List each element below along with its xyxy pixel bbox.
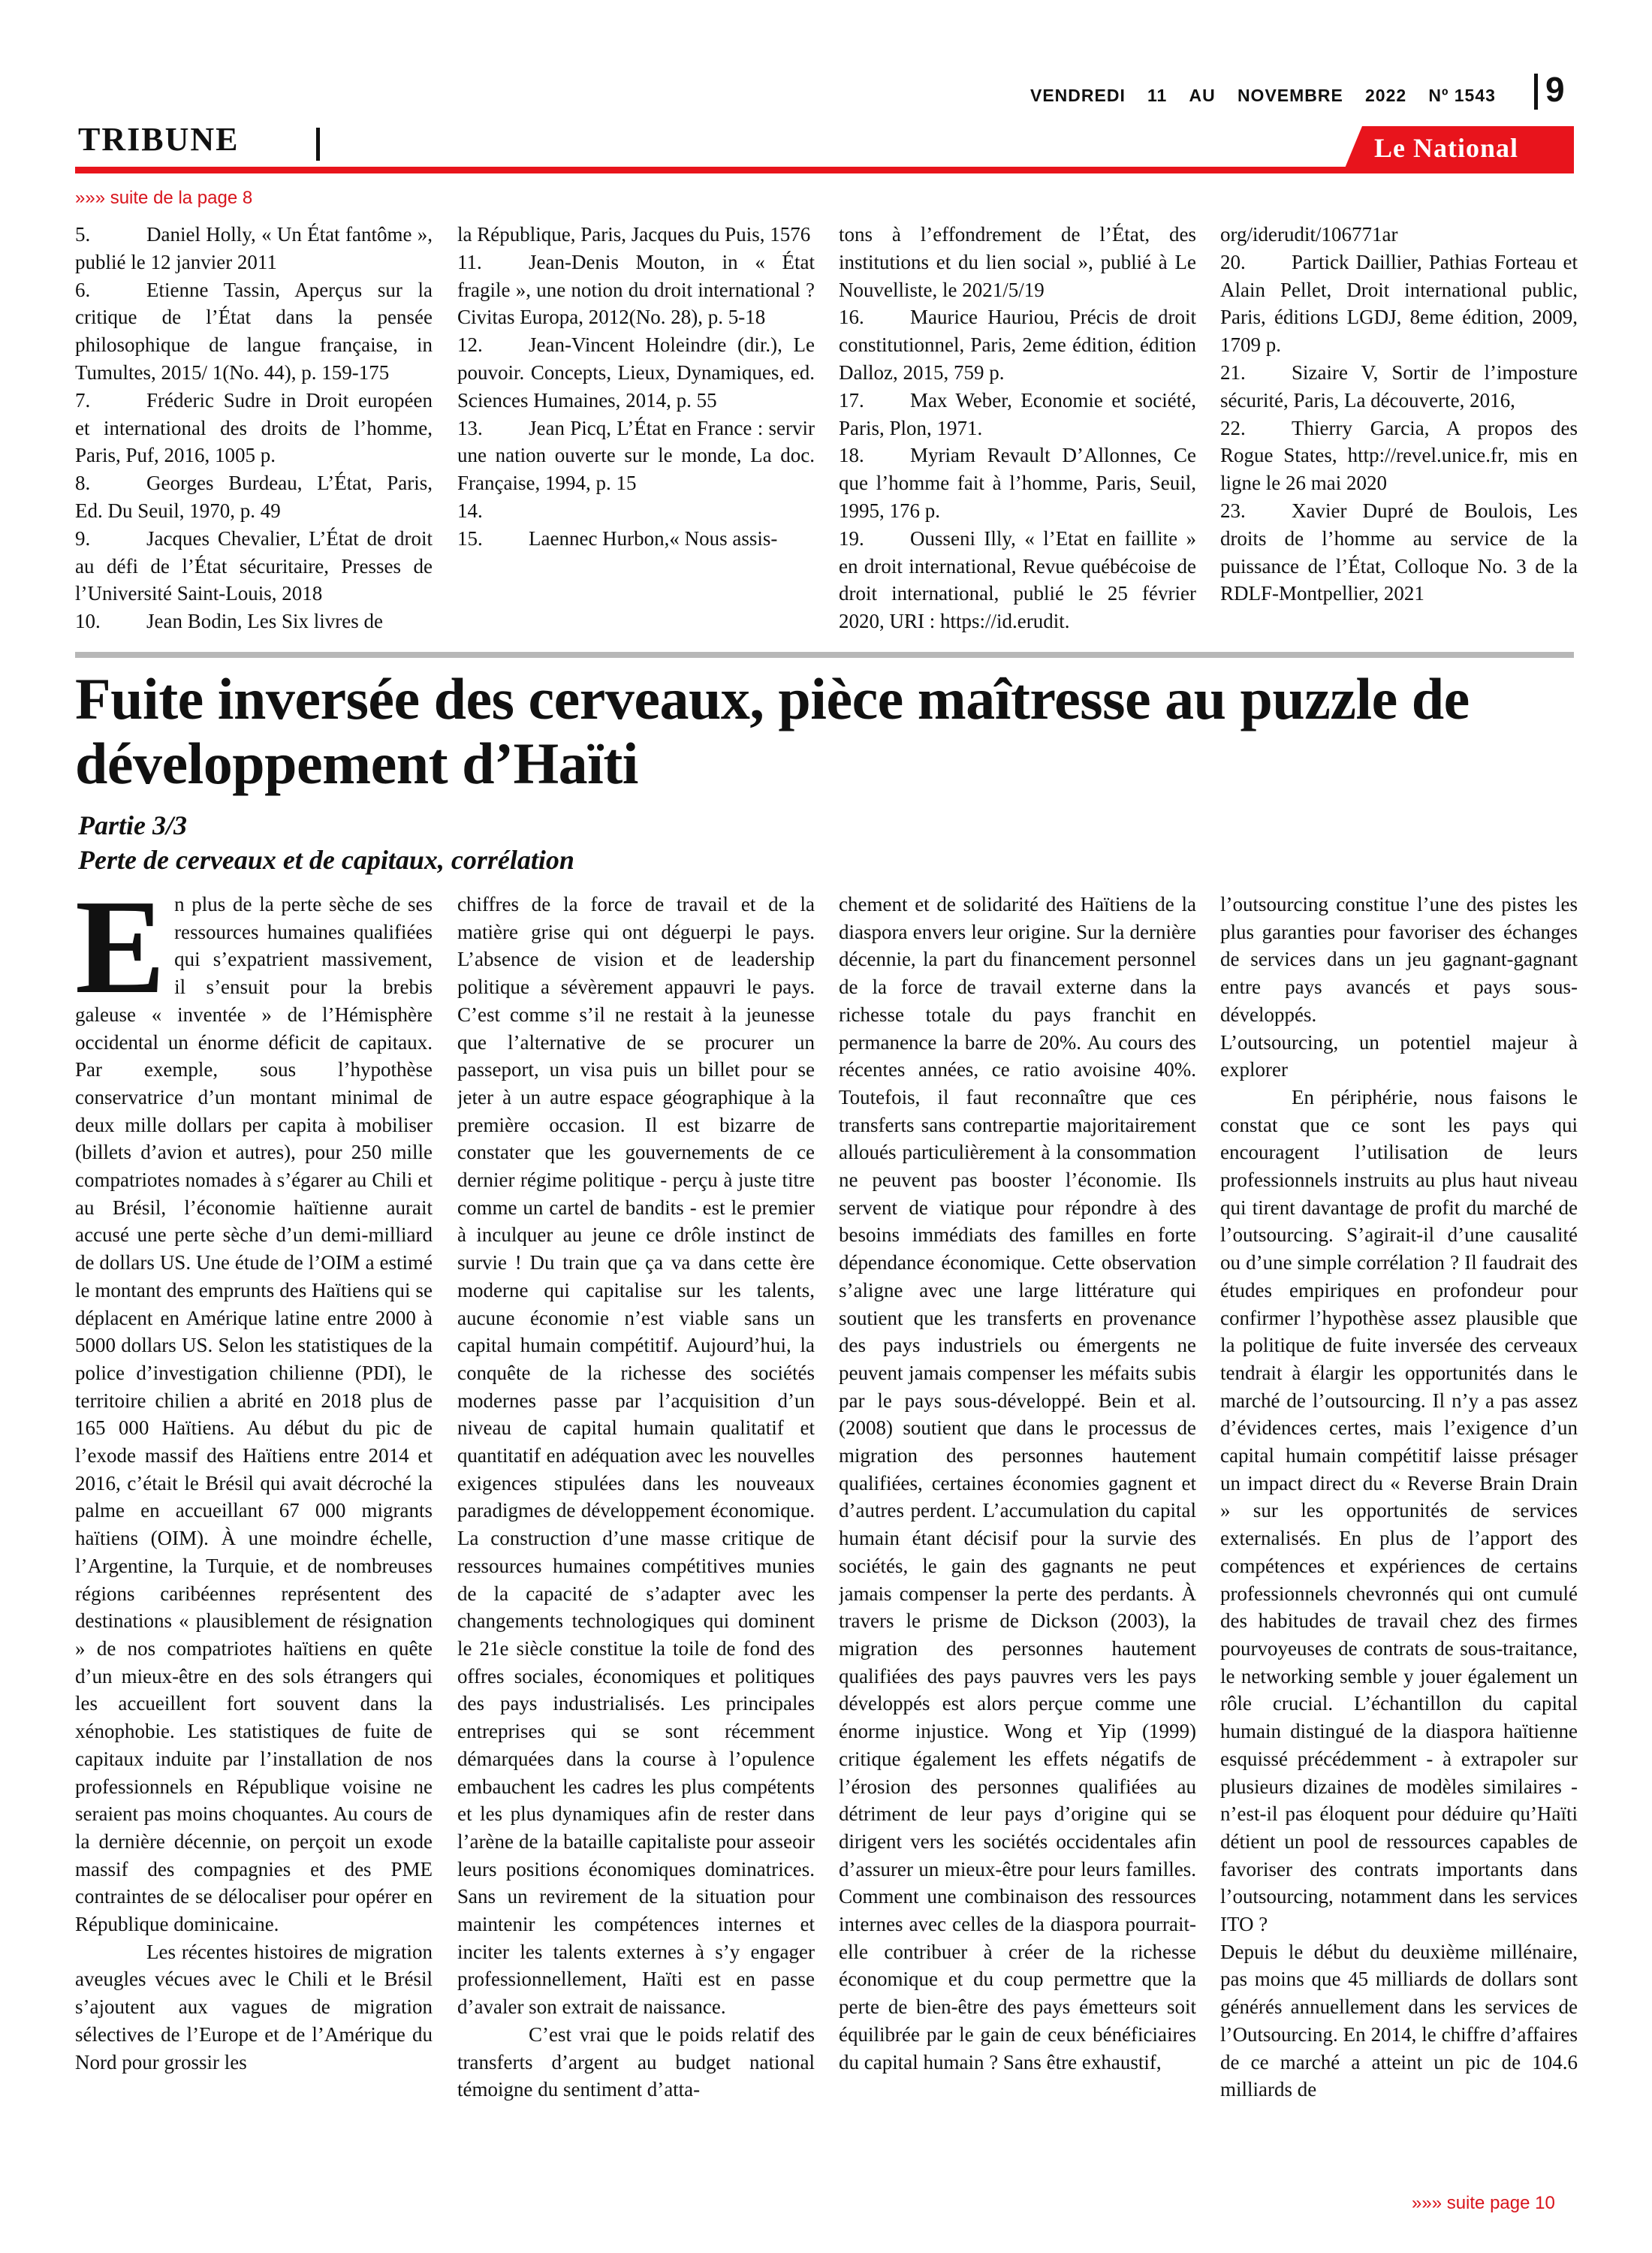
brand-logo: Le National	[1374, 133, 1519, 163]
paragraph: Depuis le début du deuxième millénaire, pas moins que 45 milliards de dollars sont générés annuellement dans les services de l’Outsourcing. En 2014, le chiffre d’affaires de ce marché a atteint un pic de 104.6 milliards de	[1220, 1940, 1578, 2101]
note-item	[457, 249, 815, 331]
article-intertitle: L’outsourcing, un potentiel majeur à explorer	[1220, 1030, 1578, 1081]
note-text: Georges Burdeau, L’État, Paris, Ed. Du Seuil, 1970, p. 49	[75, 472, 433, 522]
header-divider	[1534, 74, 1538, 110]
notes-column-2	[457, 221, 815, 641]
note-number: 20.	[1220, 250, 1246, 273]
notes-column-1	[75, 221, 433, 641]
article-column-4	[1220, 891, 1578, 2190]
section-separator	[75, 652, 1574, 658]
article-subtitle: Perte de cerveaux et de capitaux, corrélation	[78, 845, 574, 875]
note-number: 18.	[839, 444, 864, 467]
note-text: Jean-Denis Mouton, in « État fragile », une notion du droit international ?Civitas Europa, 2012(No. 28), p. 5-18	[457, 250, 815, 329]
note-item	[839, 221, 1196, 303]
paragraph: chiffres de la force de travail et de la matière grise qui ont déguerpi le pays. L’absence de vision et de leadership politique a sévèrement appauvri le pays. C’est comme s’il ne restait à la jeunesse que l’alternative de se procurer un passeport, un visa puis un billet pour se jeter à un autre espace géographique à la première occasion. Il est bizarre de constater que les gouvernements de ce dernier régime politique - perçu à juste titre comme un cartel de bandits - est le premier à inculquer au jeune ce drôle instinct de survie ! Du train que ça va dans cette ère moderne qui capitalise sur les talents, aucune économie n’est viable sans un capital humain compétitif. Aujourd’hui, la conquête de la richesse des sociétés modernes passe par l’acquisition d’un niveau de capital humain qualitatif et quantitatif en adéquation avec les nouvelles exigences stipulées dans les nouveaux paradigmes de développement économique. La construction d’une masse critique de ressources humaines compétitives munies de la capacité de s’adapter avec les changements technologiques qui dominent le 21e siècle constitue la toile de fond des offres sociales, économiques et politiques des pays industrialisés. Les principales entreprises qui se sont récemment démarquées dans la course à l’opulence embauchent les cadres les plus compétents et les plus dynamiques afin de rester dans l’arène de la bataille capitaliste pour asseoir leurs positions économiques dominatrices. Sans un revirement de la situation pour maintenir les compétences internes et inciter les talents externes à s’y engager professionnellement, Haïti est en passe d’avaler son extrait de naissance.	[457, 893, 815, 2019]
paragraph: En périphérie, nous faisons le constat que ce sont les pays qui encouragent l’utilisation de leurs professionnels instruits au plus haut niveau qui tirent davantage de profit du marché de l’outsourcing. S’agirait-il d’une causalité ou d’une simple corrélation ? Il faudrait des études empiriques en profondeur pour confirmer l’hypothèse assez plausible que la politique de fuite inversée des cerveaux tendrait à élargir les opportunités dans le marché de l’outsourcing. Il n’y a pas assez d’évidences certes, mais l’exigence d’un capital humain compétitif laisse présager un impact direct du « Reverse Brain Drain » sur les opportunités de services externalisés. En plus de l’apport des compétences et expériences de certains professionnels chevronnés qui ont cumulé des habitudes de travail chez des firmes pourvoyeuses de contrats de sous-traitance, le networking semble y jouer également un rôle crucial. L’échantillon du capital humain distingué de la diaspora haïtienne esquissé précédemment - à extrapoler sur plusieurs dizaines de modèles similaires - n’est-il pas éloquent pour déduire qu’Haïti détient un pool de ressources capables de favoriser des contrats importants dans l’outsourcing, notamment dans les services ITO ?	[1220, 1085, 1578, 1936]
note-item	[839, 525, 1196, 635]
note-text: la République, Paris, Jacques du Puis, 1576	[457, 223, 811, 246]
note-item	[1220, 221, 1578, 249]
note-number: 14.	[457, 499, 483, 522]
date-word: NOVEMBRE	[1237, 86, 1343, 105]
note-number: 23.	[1220, 499, 1246, 522]
note-text: org/iderudit/106771ar	[1220, 223, 1398, 246]
section-label: TRIBUNE	[78, 121, 240, 158]
note-item	[1220, 415, 1578, 497]
note-number: 13.	[457, 416, 483, 439]
note-number: 7.	[75, 388, 91, 412]
note-text: Max Weber, Economie et société, Paris, Plon, 1971.	[839, 388, 1196, 439]
drop-cap: E	[75, 891, 166, 1021]
continued-to-link[interactable]: »»» suite page 10	[1412, 2193, 1555, 2213]
note-item	[75, 608, 433, 635]
page-number: 9	[1545, 70, 1565, 109]
article-part: Partie 3/3	[78, 810, 187, 840]
note-item	[1220, 359, 1578, 415]
date-word: 11	[1147, 86, 1168, 105]
paragraph: Les récentes histoires de migration aveugles vécues avec le Chili et le Brésil s’ajoutent aux vagues de migration sélectives de l’Europe et de l’Amérique du Nord pour grossir les	[75, 1940, 433, 2074]
article-title: Fuite inversée des cerveaux, pièce maîtresse au puzzle de développement d’Haïti	[75, 666, 1470, 796]
notes-column-3	[839, 221, 1196, 641]
note-text: Xavier Dupré de Boulois, Les droits de l’homme au service de la puissance de l’État, Colloque No. 3 de la RDLF-Montpellier, 2021	[1220, 499, 1578, 605]
note-text: Jacques Chevalier, L’État de droit au défi de l’État sécuritaire, Presses de l’Université Saint-Louis, 2018	[75, 526, 433, 605]
note-number: 21.	[1220, 360, 1246, 384]
note-text: Fréderic Sudre in Droit européen et international des droits de l’homme, Paris, Puf, 2016, 1005 p.	[75, 388, 433, 467]
note-item	[457, 415, 815, 497]
note-item	[839, 442, 1196, 524]
article-column-3	[839, 891, 1196, 2190]
paragraph-text: n plus de la perte sèche de ses ressources humaines qualifiées qui s’expatrient massivement, il s’ensuit pour la brebis galeuse « inventée » de l’Hémisphère occidental un énorme déficit de capitaux. Par exemple, sous l’hypothèse conservatrice d’un montant minimal de deux mille dollars per capita à mobiliser (billets d’avion et autres), pour 250 mille compatriotes nomades à s’égarer au Chili et au Brésil, l’économie haïtienne aurait accusé une perte sèche d’un demi-milliard de dollars US. Une étude de l’OIM a estimé le montant des emprunts des Haïtiens qui se déplacent en Amérique latine entre 2000 à 5000 dollars US. Selon les statistiques de la police d’investigation chilienne (PDI), le territoire chilien a abrité en 2018 plus de 165 000 Haïtiens. Au début du pic de l’exode massif des Haïtiens entre 2014 et 2016, c’était le Brésil qui avait décroché la palme en accueillant 67 000 migrants haïtiens (OIM). À une moindre échelle, l’Argentine, la Turquie, et de nombreuses régions caribéennes représentent des destinations « plausiblement de résignation » de nos compatriotes haïtiens en quête d’un mieux-être en des sols étrangers qui les accueillent fort souvent dans la xénophobie. Les statistiques de fuite de capitaux induite par l’installation de nos professionnels en République voisine ne seraient pas moins choquantes. Au cours de la dernière décennie, on perçoit un exode massif des compagnies et des PME contraintes de se délocaliser pour opérer en République dominicaine.	[75, 893, 433, 1936]
note-text: Daniel Holly, « Un État fantôme », publié le 12 janvier 2011	[75, 223, 433, 273]
note-text: Jean Picq, L’État en France : servir une nation ouverte sur le monde, La doc. Française, 1994, p. 15	[457, 416, 815, 495]
note-number: 6.	[75, 278, 91, 301]
note-text: Partick Daillier, Pathias Forteau et Alain Pellet, Droit international public, Paris, éditions LGDJ, 8eme édition, 2009, 1709 p.	[1220, 250, 1578, 357]
note-number: 5.	[75, 223, 91, 246]
note-text: Laennec Hurbon,« Nous assis-	[529, 526, 778, 550]
note-number: 9.	[75, 526, 91, 550]
note-text: Ousseni Illy, « l’Etat en faillite » en droit international, Revue québécoise de droit international, publié le 25 février 2020, URI : https://id.erudit.	[839, 526, 1196, 633]
note-text: Jean Bodin, Les Six livres de	[146, 610, 383, 633]
section-divider	[316, 128, 320, 161]
note-item	[457, 221, 815, 249]
note-number: 15.	[457, 526, 483, 550]
note-item	[75, 221, 433, 276]
date-word: VENDREDI	[1030, 86, 1126, 105]
date-word: 2022	[1365, 86, 1407, 105]
notes-column-4	[1220, 221, 1578, 641]
note-text: Sizaire V, Sortir de l’imposture sécurité, Paris, La découverte, 2016,	[1220, 360, 1578, 412]
note-text: Myriam Revault D’Allonnes, Ce que l’homme fait à l’homme, Paris, Seuil, 1995, 176 p.	[839, 444, 1196, 522]
note-number: 19.	[839, 526, 864, 550]
note-item	[457, 331, 815, 414]
continued-from-link[interactable]: »»» suite de la page 8	[75, 188, 253, 208]
article-column-2	[457, 891, 815, 2190]
note-text: Etienne Tassin, Aperçus sur la critique de l’État dans la pensée philosophique de langue française, in Tumultes, 2015/ 1(No. 44), p. 159-175	[75, 278, 433, 384]
date-word: AU	[1189, 86, 1216, 105]
note-number: 8.	[75, 472, 91, 495]
note-item	[1220, 249, 1578, 359]
note-number: 17.	[839, 388, 864, 412]
note-item	[1220, 497, 1578, 608]
note-item	[75, 469, 433, 525]
note-text: Maurice Hauriou, Précis de droit constitutionnel, Paris, 2eme édition, édition Dalloz, 2015, 759 p.	[839, 306, 1196, 384]
note-item	[839, 303, 1196, 386]
note-number: 22.	[1220, 416, 1246, 439]
note-text: tons à l’effondrement de l’État, des institutions et du lien social », publié à Le Nouvelliste, le 2021/5/19	[839, 223, 1196, 301]
note-item	[839, 387, 1196, 442]
issue-number: Nº 1543	[1428, 86, 1496, 105]
issue-date	[1030, 86, 1496, 106]
paragraph: C’est vrai que le poids relatif des transferts d’argent au budget national témoigne du sentiment d’atta-	[457, 2022, 815, 2101]
article-column-1	[75, 891, 433, 2190]
note-number: 16.	[839, 306, 864, 329]
paragraph: chement et de solidarité des Haïtiens de la diaspora envers leur origine. Sur la dernière décennie, la part du financement personnel de la force de travail externe dans la richesse totale du pays franchit en permanence la barre de 20%. Au cours des récentes années, ce ratio avoisine 40%. Toutefois, il faut reconnaître que ces transferts sans contrepartie majoritairement alloués particulièrement à la consommation ne peuvent pas booster l’économie. Ils servent de viatique pour répondre à des besoins immédiats des familles en forte dépendance économique. Cette observation s’aligne avec une large littérature qui soutient que les transferts en provenance des pays industriels ou émergents ne peuvent jamais compenser les méfaits subis par le pays sous-développé. Bein et al. (2008) soutient que dans le processus de migration des personnes hautement qualifiées, certaines économies gagnent et d’autres perdent. L’accumulation du capital humain étant décisif pour la survie des sociétés, le gain des gagnants ne peut jamais compenser la perte des perdants. À travers le prisme de Dickson (2003), la migration des personnes hautement qualifiées des pays pauvres vers les pays développés est alors perçue comme une énorme injustice. Wong et Yip (1999) critique également les effets négatifs de l’érosion des personnes qualifiées au détriment de leur pays d’origine qui se dirigent vers les sociétés occidentales afin d’assurer un mieux-être pour leurs familles. Comment une combinaison des ressources internes avec celles de la diaspora pourrait-elle contribuer à créer de la richesse économique et du coup permettre que la perte de bien-être des pays émetteurs soit équilibrée par le gain de ceux bénéficiaires du capital humain ? Sans être exhaustif,	[839, 893, 1196, 2074]
note-text: Thierry Garcia, A propos des Rogue States, http://revel.unice.fr, mis en ligne le 26 mai 2020	[1220, 416, 1578, 495]
note-item	[75, 276, 433, 387]
note-item	[75, 387, 433, 469]
note-number: 12.	[457, 333, 483, 357]
paragraph	[75, 891, 433, 1938]
paragraph: l’outsourcing constitue l’une des pistes les plus garanties pour favoriser des échanges de services dans un jeu gagnant-gagnant entre pays avancés et pays sous-développés.	[1220, 893, 1578, 1026]
note-item	[75, 525, 433, 608]
note-item	[457, 525, 815, 553]
note-number: 10.	[75, 610, 101, 633]
note-item	[457, 497, 815, 525]
note-text: Jean-Vincent Holeindre (dir.), Le pouvoir. Concepts, Lieux, Dynamiques, ed. Sciences Humaines, 2014, p. 55	[457, 333, 815, 412]
note-number: 11.	[457, 250, 482, 273]
